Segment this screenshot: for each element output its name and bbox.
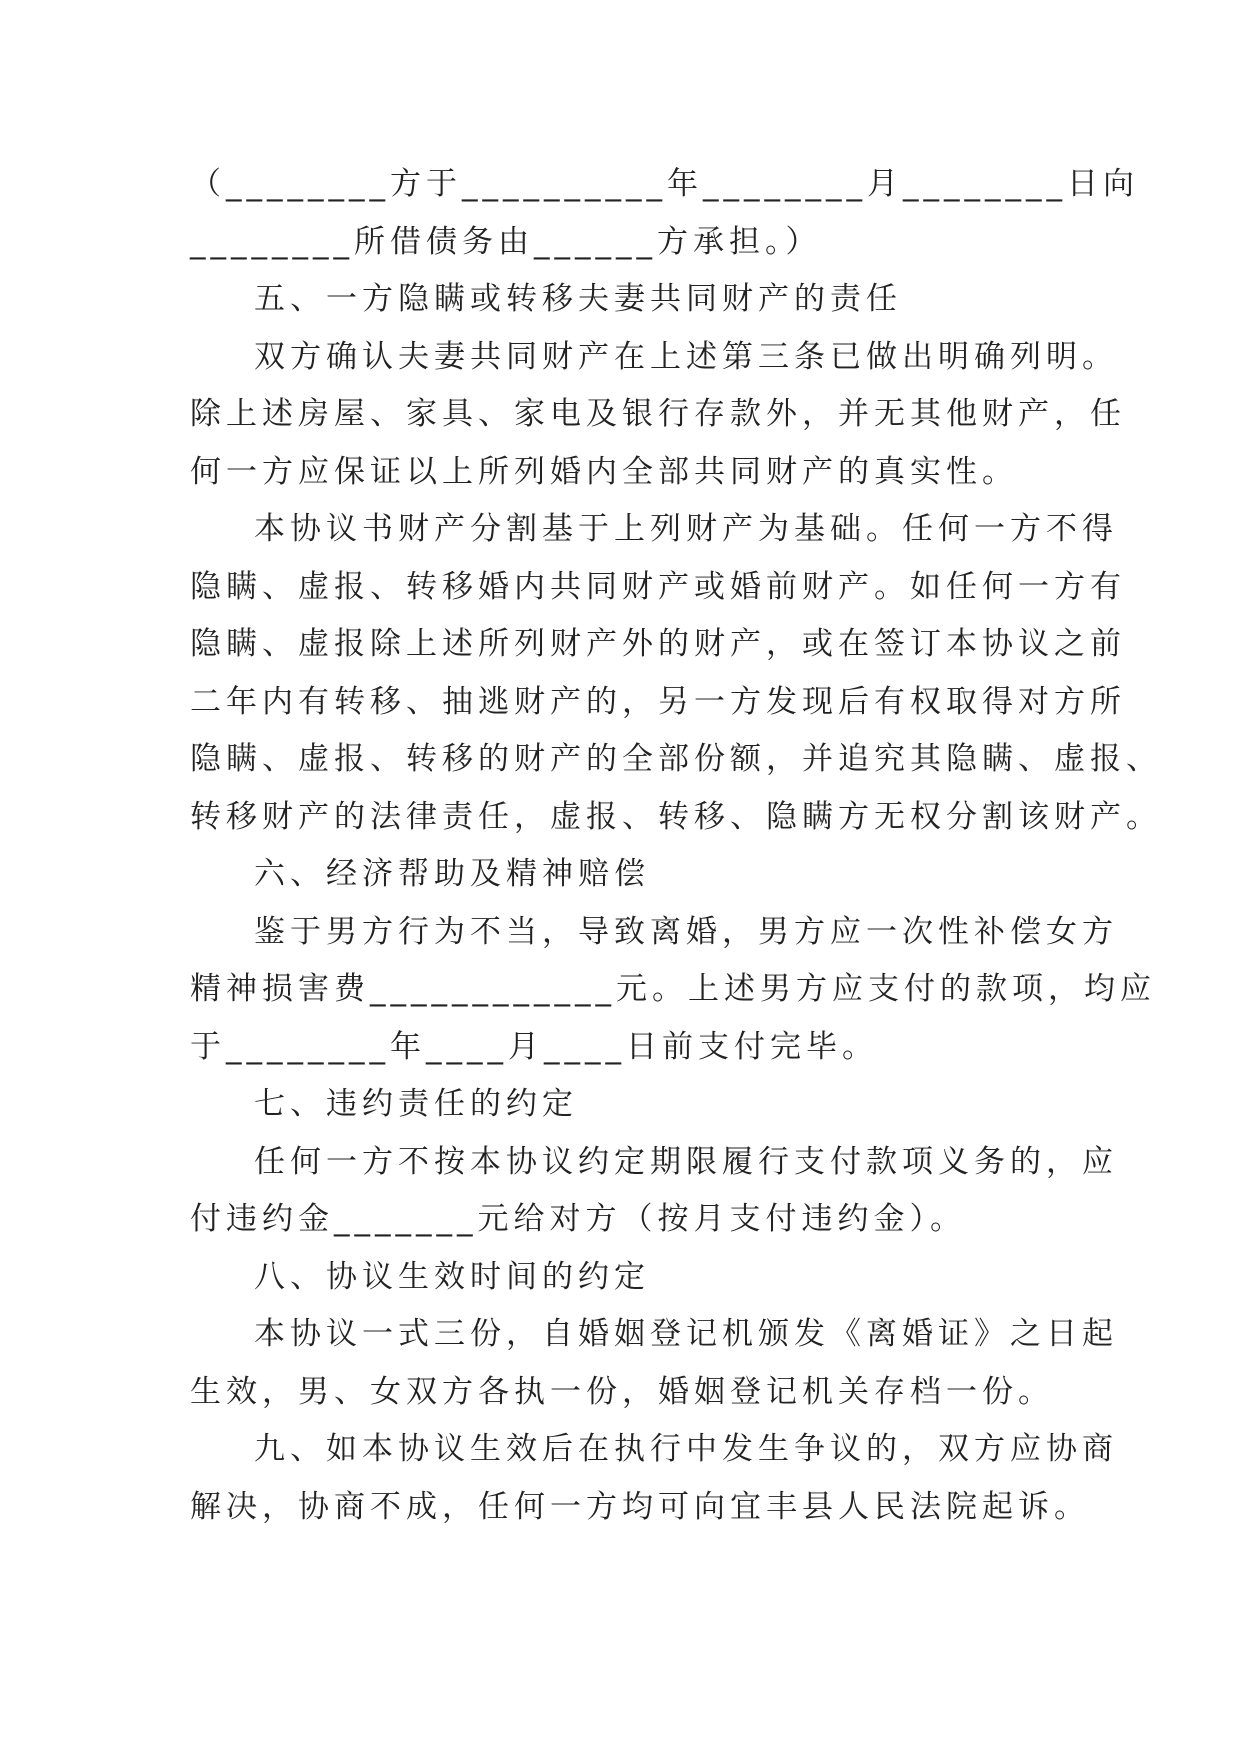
- text-line: 何一方应保证以上所列婚内全部共同财产的真实性。: [190, 453, 1018, 490]
- text-line: 精神损害费____________元。上述男方应支付的款项，均应: [190, 971, 1156, 1007]
- text-line: 隐瞒、虚报、转移的财产的全部份额，并追究其隐瞒、虚报、: [190, 741, 1162, 777]
- text-line: 转移财产的法律责任，虚报、转移、隐瞒方无权分割该财产。: [190, 798, 1162, 835]
- text-line: 生效，男、女双方各执一份，婚姻登记机关存档一份。: [190, 1373, 1054, 1410]
- document-body: [190, 156, 1162, 1536]
- paragraph-first-line: 鉴于男方行为不当，导致离婚，男方应一次性补偿女方: [254, 913, 1118, 950]
- text-line: 隐瞒、虚报除上述所列财产外的财产，或在签订本协议之前: [190, 626, 1126, 662]
- text-line: 付违约金_______元给对方（按月支付违约金）。: [190, 1201, 966, 1237]
- text-line: 于________年____月____日前支付完毕。: [190, 1028, 878, 1065]
- section-heading: 七、违约责任的约定: [254, 1086, 578, 1122]
- text-line: （________方于__________年________月________日向: [190, 166, 1139, 202]
- text-line: 隐瞒、虚报、转移婚内共同财产或婚前财产。如任何一方有: [190, 568, 1126, 605]
- text-line: 二年内有转移、抽逃财产的，另一方发现后有权取得对方所: [190, 683, 1126, 720]
- paragraph-first-line: 本协议书财产分割基于上列财产为基础。任何一方不得: [254, 511, 1118, 547]
- section-heading: 六、经济帮助及精神赔偿: [254, 856, 650, 892]
- paragraph-first-line: 双方确认夫妻共同财产在上述第三条已做出明确列明。: [254, 338, 1118, 375]
- text-line: 解决，协商不成，任何一方均可向宜丰县人民法院起诉。: [190, 1488, 1090, 1525]
- text-line: ________所借债务由______方承担。）: [190, 223, 822, 260]
- section-heading: 八、协议生效时间的约定: [254, 1258, 650, 1295]
- paragraph-first-line: 九、如本协议生效后在执行中发生争议的，双方应协商: [254, 1431, 1118, 1467]
- paragraph-first-line: 本协议一式三份，自婚姻登记机颁发《离婚证》之日起: [254, 1316, 1118, 1352]
- text-line: 除上述房屋、家具、家电及银行存款外，并无其他财产，任: [190, 396, 1126, 432]
- paragraph-first-line: 任何一方不按本协议约定期限履行支付款项义务的，应: [254, 1143, 1118, 1180]
- section-heading: 五、一方隐瞒或转移夫妻共同财产的责任: [254, 281, 902, 317]
